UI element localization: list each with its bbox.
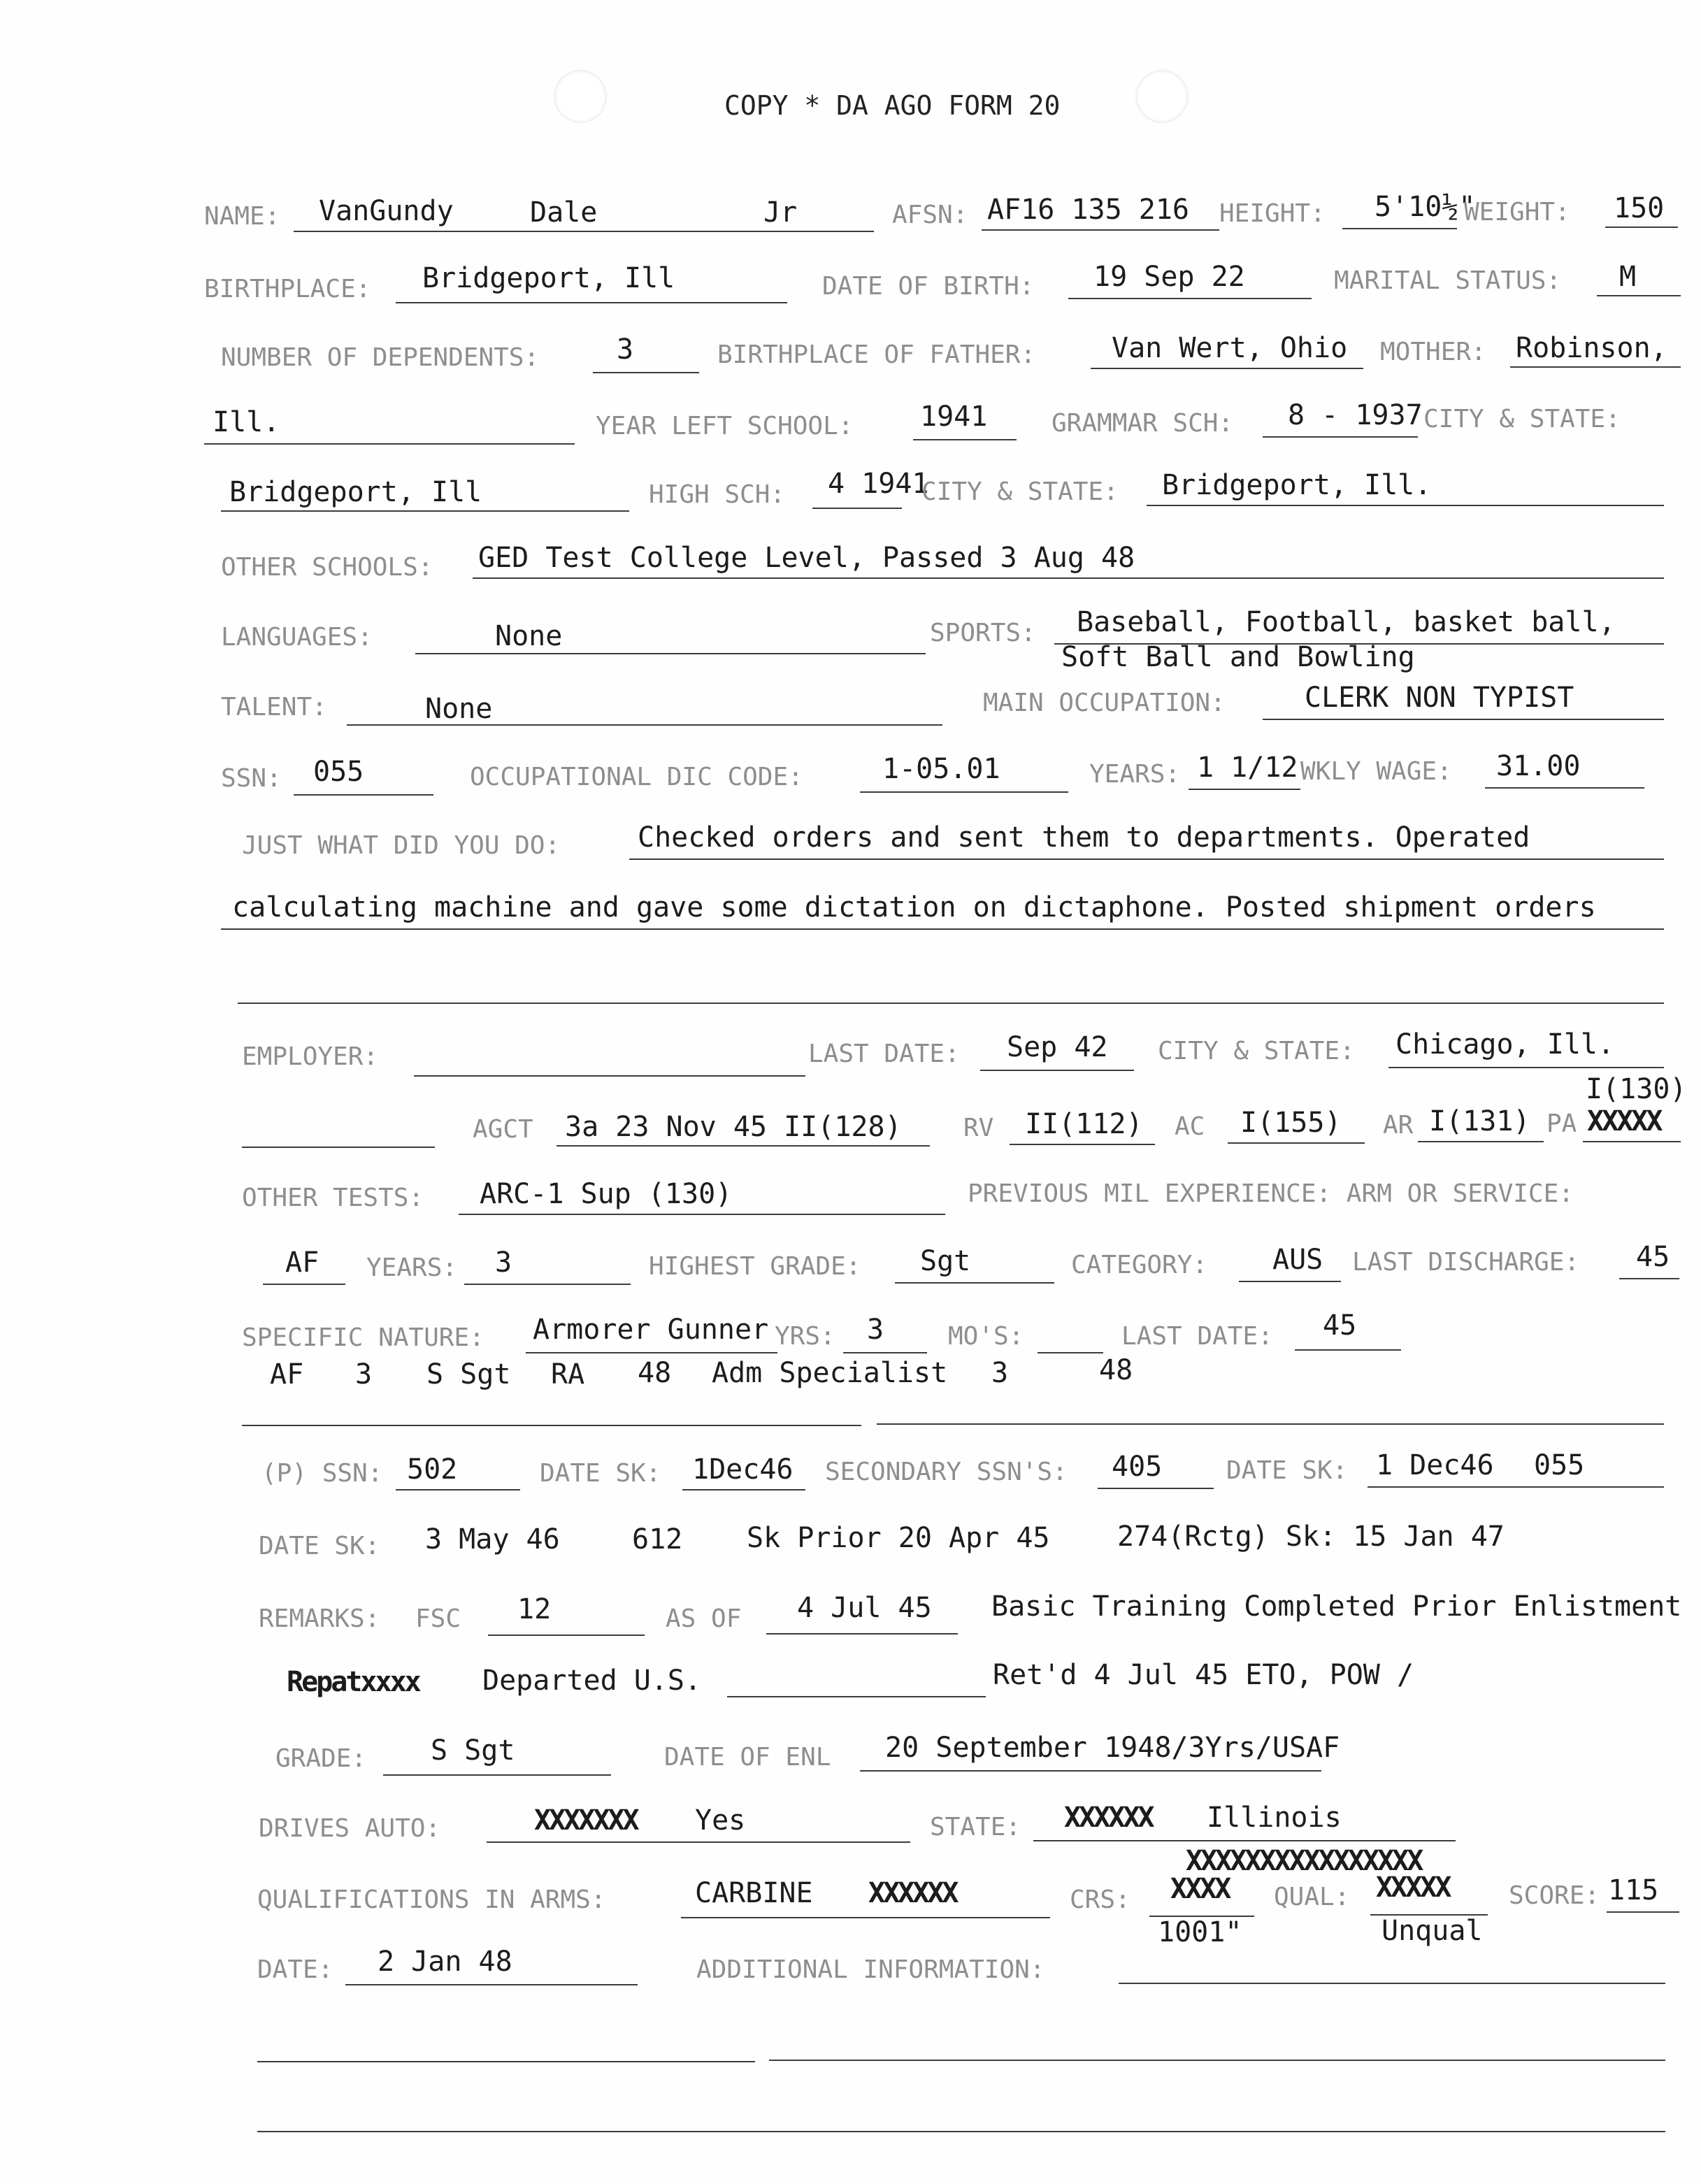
label-city-state-2: CITY & STATE: xyxy=(921,477,1119,506)
ar-value: I(131) xyxy=(1429,1105,1530,1137)
form-title: COPY * DA AGO FORM 20 xyxy=(724,90,1061,121)
pa-above-value: I(130) xyxy=(1586,1073,1687,1105)
mil-nature: Adm Specialist xyxy=(712,1357,948,1389)
ssn-line xyxy=(294,794,433,796)
label-years: YEARS: xyxy=(1089,760,1181,789)
mil-line-left xyxy=(242,1425,861,1426)
label-yrs: YRS: xyxy=(775,1322,835,1351)
grammar-value: 8 - 1937 xyxy=(1288,399,1423,431)
rctg-value: 274(Rctg) Sk: 15 Jan 47 xyxy=(1117,1521,1505,1553)
label-qualifications: QUALIFICATIONS IN ARMS: xyxy=(257,1885,606,1914)
highest-grade-line xyxy=(895,1282,1054,1284)
just-what-line-3 xyxy=(238,1003,1664,1004)
label-mos: MO'S: xyxy=(948,1322,1024,1351)
label-year-left: YEAR LEFT SCHOOL: xyxy=(596,412,854,440)
rv-value: II(112) xyxy=(1025,1108,1143,1140)
weapon-value: CARBINE xyxy=(695,1877,813,1909)
label-agct: AGCT xyxy=(473,1115,533,1144)
mil-category: RA xyxy=(551,1358,585,1391)
ssn-612-value: 612 xyxy=(632,1523,683,1556)
pa-struck-value: XXXXX xyxy=(1587,1105,1661,1137)
label-score: SCORE: xyxy=(1509,1881,1600,1910)
afsn-line xyxy=(982,229,1219,231)
label-date-sk-2: DATE SK: xyxy=(1226,1456,1348,1485)
date-of-enl-line xyxy=(860,1770,1321,1772)
mil-years: 3 xyxy=(355,1358,373,1391)
qual-struck-value: XXXXX xyxy=(1376,1872,1450,1904)
name-suffix: Jr xyxy=(763,196,798,229)
label-father-bp: BIRTHPLACE OF FATHER: xyxy=(717,340,1036,369)
label-city-state-1: CITY & STATE: xyxy=(1423,405,1621,433)
remarks-1-value: Basic Training Completed Prior Enlistment xyxy=(991,1590,1682,1623)
blank-line-1a xyxy=(257,2061,755,2062)
mil-last-date: 48 xyxy=(1099,1354,1133,1386)
departed-line xyxy=(727,1696,986,1697)
label-wkly-wage: WKLY WAGE: xyxy=(1300,757,1452,786)
mother-bp-cont: Ill. xyxy=(213,406,280,438)
label-category: CATEGORY: xyxy=(1071,1251,1208,1279)
punch-hole-right xyxy=(1135,70,1189,123)
drives-line xyxy=(487,1841,910,1843)
last-discharge-value: 45 xyxy=(1636,1241,1670,1273)
mother-line xyxy=(1510,366,1681,368)
high-city-line xyxy=(1147,505,1664,506)
arm-value: AF xyxy=(285,1247,320,1279)
just-what-line-2 xyxy=(221,928,1664,930)
high-sch-line xyxy=(812,508,902,509)
dob-line xyxy=(1068,298,1312,299)
label-just-what: JUST WHAT DID YOU DO: xyxy=(242,831,561,860)
date-sk-1-value: 1Dec46 xyxy=(692,1453,794,1486)
state-line xyxy=(1033,1840,1456,1841)
label-ac: AC xyxy=(1175,1112,1205,1141)
afsn-value: AF16 135 216 xyxy=(987,194,1189,226)
grammar-city-value: Bridgeport, Ill xyxy=(229,476,482,508)
year-left-value: 1941 xyxy=(920,401,988,433)
employer-city-line xyxy=(1388,1067,1664,1068)
highest-grade-value: Sgt xyxy=(920,1245,971,1277)
last-discharge-line xyxy=(1619,1278,1679,1279)
fsc-value: 12 xyxy=(517,1593,552,1625)
crs-below-value: 1001" xyxy=(1158,1916,1242,1948)
label-p-ssn: (P) SSN: xyxy=(261,1459,383,1488)
label-sports: SPORTS: xyxy=(930,619,1036,647)
specific-nature-value: Armorer Gunner xyxy=(533,1314,769,1346)
score-line xyxy=(1607,1911,1679,1913)
date-sk-1-line xyxy=(682,1489,805,1490)
last-date-mil-value: 45 xyxy=(1323,1309,1357,1342)
label-other-tests: OTHER TESTS: xyxy=(242,1184,424,1212)
sports-value-1: Baseball, Football, basket ball, xyxy=(1077,606,1616,638)
as-of-value: 4 Jul 45 xyxy=(797,1592,932,1624)
father-bp-line xyxy=(1091,368,1363,369)
first-name: Dale xyxy=(530,196,598,229)
score-value: 115 xyxy=(1608,1874,1659,1906)
label-date: DATE: xyxy=(257,1955,333,1984)
state-struck-value: XXXXXX xyxy=(1064,1802,1153,1834)
last-date-line xyxy=(980,1070,1134,1071)
birthplace-line xyxy=(396,302,787,303)
crs-struck-value: XXXX xyxy=(1170,1873,1230,1905)
wkly-wage-value: 31.00 xyxy=(1496,750,1581,782)
years-value: 1 1/12 xyxy=(1197,752,1298,784)
rv-line xyxy=(1010,1144,1155,1145)
label-date-sk-3: DATE SK: xyxy=(259,1532,380,1560)
weight-value: 150 xyxy=(1614,192,1665,224)
grammar-city-line xyxy=(221,510,629,512)
label-other-schools: OTHER SCHOOLS: xyxy=(221,553,433,582)
tests-blank-line xyxy=(242,1147,435,1148)
label-marital: MARITAL STATUS: xyxy=(1334,266,1562,295)
label-state: STATE: xyxy=(930,1813,1021,1841)
other-tests-value: ARC-1 Sup (130) xyxy=(480,1178,733,1210)
last-name: VanGundy xyxy=(319,195,454,227)
main-occ-value: CLERK NON TYPIST xyxy=(1305,682,1574,714)
label-name: NAME: xyxy=(204,202,280,231)
label-main-occ: MAIN OCCUPATION: xyxy=(983,689,1226,717)
grade-line xyxy=(383,1774,611,1776)
other-tests-line xyxy=(459,1214,945,1215)
drives-struck-value: XXXXXXX xyxy=(534,1804,638,1837)
father-bp-value: Van Wert, Ohio xyxy=(1112,332,1348,364)
label-last-date-mil: LAST DATE: xyxy=(1121,1322,1273,1351)
p-ssn-line xyxy=(396,1489,520,1490)
label-grade: GRADE: xyxy=(275,1744,367,1773)
label-high-sch: HIGH SCH: xyxy=(649,480,786,509)
label-last-discharge: LAST DISCHARGE: xyxy=(1352,1248,1580,1277)
ac-value: I(155) xyxy=(1240,1107,1342,1139)
grammar-line xyxy=(1263,436,1418,438)
agct-value: 3a 23 Nov 45 II(128) xyxy=(565,1111,902,1143)
languages-line xyxy=(415,653,926,654)
label-crs: CRS: xyxy=(1070,1885,1131,1914)
label-weight: WEIGHT: xyxy=(1464,198,1570,227)
label-dob: DATE OF BIRTH: xyxy=(822,272,1035,301)
secondary-ssn-2-value: 055 xyxy=(1534,1449,1585,1481)
label-arm-years: YEARS: xyxy=(366,1253,458,1282)
wkly-wage-line xyxy=(1485,787,1644,789)
blank-line-2 xyxy=(257,2131,1665,2132)
label-city-state-3: CITY & STATE: xyxy=(1158,1037,1355,1065)
label-rv: RV xyxy=(963,1114,994,1142)
label-qual: QUAL: xyxy=(1274,1883,1350,1911)
ac-line xyxy=(1228,1142,1365,1144)
last-date-mil-line xyxy=(1295,1349,1401,1351)
secondary-ssn-line xyxy=(1098,1488,1214,1489)
label-date-of-enl: DATE OF ENL xyxy=(664,1743,831,1772)
marital-line xyxy=(1597,295,1681,296)
birthplace-value: Bridgeport, Ill xyxy=(422,262,675,294)
just-what-2: calculating machine and gave some dictation on dictaphone. Posted shipment orders xyxy=(232,891,1596,924)
qual-top-struck: XXXXXXXXXXXXXXXX xyxy=(1186,1845,1422,1877)
mil-yrs: 3 xyxy=(991,1357,1009,1389)
label-prev-mil: PREVIOUS MIL EXPERIENCE: ARM OR SERVICE: xyxy=(968,1179,1574,1208)
additional-info-line xyxy=(1119,1983,1665,1984)
label-date-sk-1: DATE SK: xyxy=(540,1459,661,1488)
dob-value: 19 Sep 22 xyxy=(1093,261,1245,293)
arm-years-line xyxy=(464,1284,631,1285)
departed-value: Departed U.S. xyxy=(482,1665,702,1697)
label-ar: AR xyxy=(1383,1111,1414,1140)
weapon-struck-value: XXXXXX xyxy=(868,1877,957,1909)
label-birthplace: BIRTHPLACE: xyxy=(204,275,371,303)
mil-discharge: 48 xyxy=(638,1357,672,1389)
label-ssn: SSN: xyxy=(221,764,282,793)
category-value: AUS xyxy=(1272,1244,1323,1276)
name-line xyxy=(294,231,874,232)
languages-value: None xyxy=(495,620,563,652)
mother-cont-line xyxy=(204,443,575,445)
main-occ-line xyxy=(1263,719,1664,720)
height-line xyxy=(1342,228,1457,229)
pa-line xyxy=(1583,1141,1681,1142)
dependents-value: 3 xyxy=(617,333,634,366)
mil-line-right xyxy=(877,1423,1664,1425)
label-mother: MOTHER: xyxy=(1380,338,1486,366)
p-ssn-value: 502 xyxy=(407,1453,458,1486)
other-schools-value: GED Test College Level, Passed 3 Aug 48 xyxy=(478,542,1135,574)
grade-value: S Sgt xyxy=(431,1734,515,1767)
date-sk-2-value: 1 Dec46 xyxy=(1376,1449,1494,1481)
date-of-enl-value: 20 September 1948/3Yrs/USAF xyxy=(885,1732,1340,1764)
date-sk-3-value: 3 May 46 xyxy=(425,1523,560,1556)
last-date-value: Sep 42 xyxy=(1007,1031,1108,1063)
high-sch-value: 4 1941 xyxy=(828,468,929,500)
sk-prior-value: Sk Prior 20 Apr 45 xyxy=(747,1522,1050,1554)
state-value: Illinois xyxy=(1207,1802,1342,1834)
occ-dic-line xyxy=(860,791,1068,793)
occ-dic-value: 1-05.01 xyxy=(882,753,1000,785)
remarks-struck-value: Repatxxxx xyxy=(287,1666,419,1698)
mother-bp-value: Robinson, xyxy=(1516,332,1667,364)
qual-below-value: Unqual xyxy=(1381,1915,1483,1947)
ssn-value: 055 xyxy=(313,756,364,788)
year-left-line xyxy=(913,439,1017,440)
date-line xyxy=(345,1984,638,1985)
fsc-line xyxy=(488,1635,645,1636)
high-city-value: Bridgeport, Ill. xyxy=(1162,469,1432,501)
label-specific-nature: SPECIFIC NATURE: xyxy=(242,1323,485,1352)
yrs-value: 3 xyxy=(867,1314,884,1346)
as-of-line xyxy=(766,1633,958,1635)
drives-value: Yes xyxy=(695,1804,746,1837)
label-drives-auto: DRIVES AUTO: xyxy=(259,1814,441,1843)
label-languages: LANGUAGES: xyxy=(221,623,373,652)
label-fsc: FSC xyxy=(415,1604,461,1633)
weight-line xyxy=(1605,227,1678,228)
label-occ-dic: OCCUPATIONAL DIC CODE: xyxy=(470,763,803,791)
arm-years-value: 3 xyxy=(495,1247,512,1279)
arm-line xyxy=(263,1284,345,1285)
sports-value-2: Soft Ball and Bowling xyxy=(1061,641,1415,673)
retd-value: Ret'd 4 Jul 45 ETO, POW / xyxy=(993,1659,1414,1691)
agct-line xyxy=(557,1145,930,1147)
just-what-1: Checked orders and sent them to departments. Operated xyxy=(638,821,1530,854)
label-remarks: REMARKS: xyxy=(259,1604,380,1633)
label-height: HEIGHT: xyxy=(1219,199,1326,228)
label-talent: TALENT: xyxy=(221,693,327,721)
category-line xyxy=(1239,1281,1341,1282)
label-additional-info: ADDITIONAL INFORMATION: xyxy=(696,1955,1045,1984)
just-what-line-1 xyxy=(629,858,1664,860)
employer-line xyxy=(414,1075,805,1077)
mil-arm: AF xyxy=(270,1358,304,1391)
marital-value: M xyxy=(1619,261,1637,293)
height-value: 5'10½" xyxy=(1375,191,1476,223)
mil-grade: S Sgt xyxy=(426,1358,511,1391)
other-schools-line xyxy=(473,577,1664,579)
ar-line xyxy=(1418,1141,1544,1142)
talent-line xyxy=(347,724,942,726)
yrs-line xyxy=(843,1352,927,1353)
label-highest-grade: HIGHEST GRADE: xyxy=(649,1252,861,1281)
date-sk-2-line xyxy=(1368,1486,1664,1488)
dependents-line xyxy=(593,372,699,373)
label-pa: PA xyxy=(1546,1109,1577,1138)
label-employer: EMPLOYER: xyxy=(242,1042,379,1071)
label-grammar: GRAMMAR SCH: xyxy=(1052,409,1234,438)
specific-nature-line xyxy=(526,1352,777,1353)
weapon-line xyxy=(681,1917,1050,1918)
years-line xyxy=(1189,789,1300,790)
secondary-ssn-value: 405 xyxy=(1112,1451,1163,1483)
punch-hole-left xyxy=(554,70,607,123)
label-as-of: AS OF xyxy=(666,1604,742,1633)
employer-city-value: Chicago, Ill. xyxy=(1395,1028,1615,1061)
label-dependents: NUMBER OF DEPENDENTS: xyxy=(221,343,540,372)
label-secondary-ssn: SECONDARY SSN'S: xyxy=(825,1458,1068,1486)
blank-line-1b xyxy=(769,2060,1665,2061)
talent-value: None xyxy=(425,693,493,725)
label-last-date: LAST DATE: xyxy=(808,1040,960,1068)
label-afsn: AFSN: xyxy=(892,201,968,229)
date-value: 2 Jan 48 xyxy=(378,1946,512,1978)
mos-line xyxy=(1038,1352,1103,1353)
